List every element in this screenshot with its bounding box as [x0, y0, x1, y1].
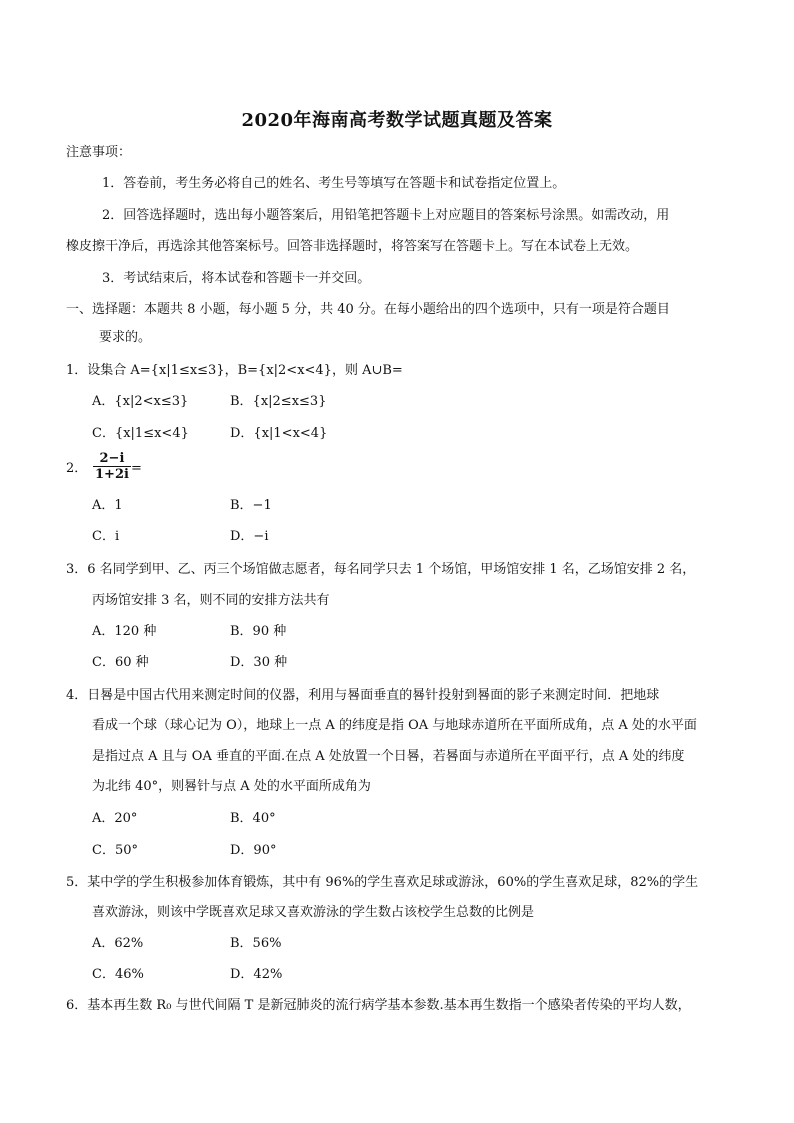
question-2-option-b: B．−1 [230, 498, 272, 513]
notice-item-2-cont: 橡皮擦干净后，再选涂其他答案标号。回答非选择题时，将答案写在答题卡上。写在本试卷上无效。 [66, 239, 639, 254]
notice-heading: 注意事项： [66, 145, 132, 160]
question-4-option-a: A．20° [92, 811, 138, 826]
question-2-number: 2． [66, 461, 88, 476]
question-5-option-a: A．62% [92, 936, 144, 951]
notice-item-3: 3．考试结束后，将本试卷和答题卡一并交回。 [102, 271, 371, 286]
question-3-option-a: A．120 种 [92, 624, 157, 639]
section-heading: 一、选择题：本题共 8 小题，每小题 5 分，共 40 分。在每小题给出的四个选项中，只有一项是符合题目 [66, 302, 670, 317]
question-1-option-a: A．{x|2<x≤3} [92, 394, 189, 409]
question-4-stem-4: 为北纬 40°，则晷针与点 A 处的水平面所成角为 [92, 779, 371, 794]
question-3-stem-2: 丙场馆安排 3 名，则不同的安排方法共有 [92, 593, 330, 608]
section-heading-cont: 要求的。 [99, 330, 152, 345]
notice-item-1: 1．答卷前，考生务必将自己的姓名、考生号等填写在答题卡和试卷指定位置上。 [102, 176, 566, 191]
question-5-option-c: C．46% [92, 967, 144, 982]
question-2-option-d: D．−i [230, 529, 269, 544]
question-2-option-a: A．1 [92, 498, 123, 513]
question-3-stem-1: 3．6 名同学到甲、乙、丙三个场馆做志愿者，每名同学只去 1 个场馆，甲场馆安排 1 名，乙场馆安排 2 名， [66, 562, 696, 577]
question-2-option-c: C．i [92, 529, 120, 544]
question-5-stem-2: 喜欢游泳，则该中学既喜欢足球又喜欢游泳的学生数占该校学生总数的比例是 [92, 905, 535, 920]
question-3-option-d: D．30 种 [230, 655, 288, 670]
question-1-stem: 1．设集合 A={x|1≤x≤3}，B={x|2<x<4}，则 A∪B= [66, 363, 403, 378]
question-5-option-d: D．42% [230, 967, 283, 982]
question-3-option-c: C．60 种 [92, 655, 149, 670]
fraction-denominator: 1+2i [95, 467, 129, 482]
question-4-option-d: D．90° [230, 843, 277, 858]
question-4-stem-2: 看成一个球（球心记为 O），地球上一点 A 的纬度是指 OA 与地球赤道所在平面所成角，点 A 处的水平面 [92, 718, 697, 733]
question-4-stem-3: 是指过点 A 且与 OA 垂直的平面.在点 A 处放置一个日晷，若晷面与赤道所在平面平行，点 A 处的纬度 [92, 749, 685, 764]
notice-item-2: 2．回答选择题时，选出每小题答案后，用铅笔把答题卡上对应题目的答案标号涂黑。如需改动，用 [102, 208, 670, 223]
question-1-option-b: B．{x|2≤x≤3} [230, 394, 327, 409]
question-1-option-c: C．{x|1≤x<4} [92, 426, 189, 441]
question-5-option-b: B．56% [230, 936, 282, 951]
question-3-option-b: B．90 种 [230, 624, 287, 639]
question-2-equals: = [131, 461, 142, 476]
question-6-stem-1: 6．基本再生数 R₀ 与世代间隔 T 是新冠肺炎的流行病学基本参数.基本再生数指一个感染者传染的平均人数， [66, 998, 691, 1013]
question-4-option-b: B．40° [230, 811, 276, 826]
question-4-stem-1: 4．日晷是中国古代用来测定时间的仪器，利用与晷面垂直的晷针投射到晷面的影子来测定时间．把地球 [66, 688, 660, 703]
fraction-numerator: 2−i [99, 451, 125, 466]
question-5-stem-1: 5．某中学的学生积极参加体育锻炼，其中有 96%的学生喜欢足球或游泳，60%的学生喜欢足球，82%的学生 [66, 875, 699, 890]
question-2-fraction [93, 451, 131, 482]
question-4-option-c: C．50° [92, 843, 138, 858]
page-title: 2020年海南高考数学试题真题及答案 [241, 110, 553, 131]
question-1-option-d: D．{x|1<x<4} [230, 426, 328, 441]
